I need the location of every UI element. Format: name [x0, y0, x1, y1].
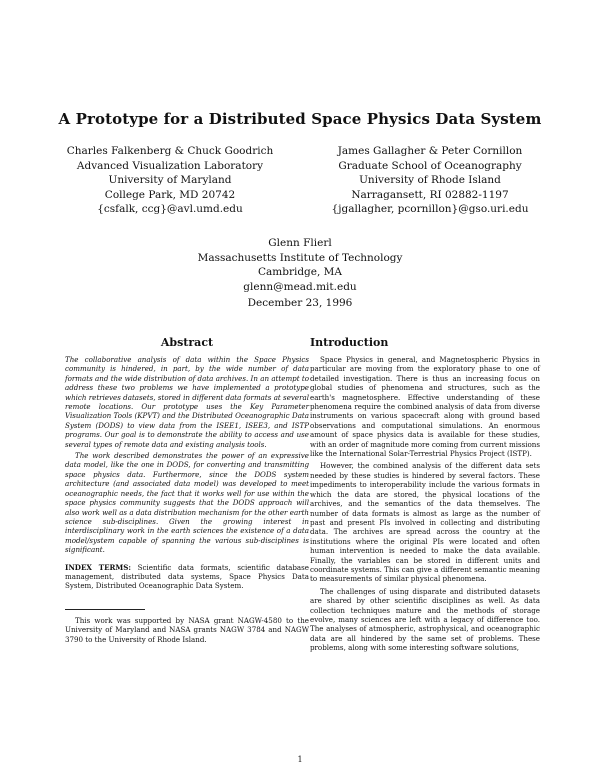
author-affiliation: Graduate School of Oceanography — [338, 159, 522, 172]
abstract-paragraph: The collaborative analysis of data within the Space Physics community is hindered, in part, by the wide number of data formats and the wide distribution of data archives. In an attempt to address these two problems we have implemented a prototype which retrieves datasets, stored in different data formats at several remote locations. Our prototype uses the Key Parameter Visualization Tools (KPVT) and the Distributed Oceanographic Data System (DODS) to view data from the ISEE1, ISEE3, and ISTP programs. Our goal is to demonstrate the ability to access and use several types of remote data and existing analysis tools. — [65, 355, 309, 449]
author-name: Glenn Flierl — [268, 237, 332, 249]
author-block-mit — [150, 236, 450, 294]
index-terms-text: Scientific data formats, scientific database management, distributed data systems, Space Physics Data System, Distributed Oceanographic Data System. — [65, 562, 309, 591]
author-name: James Gallagher & Peter Cornillon — [337, 145, 523, 157]
author-affiliation: Advanced Visualization Laboratory — [76, 159, 264, 172]
author-affiliation: Massachusetts Institute of Technology — [197, 251, 403, 264]
right-column — [310, 336, 540, 653]
author-block-maryland — [40, 144, 300, 217]
author-block-rhode-island — [300, 144, 560, 217]
footnote: This work was supported by NASA grant NAGW-4580 to the University of Maryland and NASA grants NAGW 3784 and NAGW 3790 to the University of Rhode Island. — [65, 615, 309, 644]
author-email: glenn@mead.mit.edu — [243, 280, 357, 293]
abstract-heading: Abstract — [160, 336, 214, 349]
author-affiliation: University of Maryland — [108, 174, 232, 186]
introduction-paragraph: However, the combined analysis of the different data sets needed by these studies is hindered by several factors. These impediments to interoperability include the various formats in which the data are stored, the physical locations of the archives, and the semantics of the data themselves. The number of data formats is almost as large as the number of past and present PIs involved in collecting and distributing data. The archives are spread across the country at the institutions where the original PIs were located and often human intervention is needed to make the data available. Finally, the variables can be stored in different units and coordinate systems. This can give a different semantic meaning to measurements of similar physical phenomena. — [310, 461, 540, 584]
paper-title: A Prototype for a Distributed Space Physics Data System — [58, 110, 542, 128]
abstract-paragraph: The work described demonstrates the power of an expressive data model, like the one in DODS, for converting and transmitting space physics data. Furthermore, since the DODS system architecture (and associated data model) was developed to meet oceanographic needs, the fact that it works well for use within the space physics community suggests that the DODS approach will also work well as a data distribution mechanism for the other earth science sub-disciplines. Given the growing interest in interdisciplinary work in the earth sciences the existence of a data model/system capable of spanning the various sub-disciplines is significant. — [65, 451, 309, 555]
index-terms — [65, 563, 309, 591]
author-affiliation: University of Rhode Island — [359, 174, 501, 186]
introduction-paragraph: The challenges of using disparate and distributed datasets are shared by other scientific disciplines as well. As data collection techniques mature and the methods of storage evolve, many sciences are left with a legacy of difference too. The analyses of atmospheric, astrophysical, and oceanographic data are all hindered by the same set of problems. These problems, along with some interesting software solutions, — [310, 586, 540, 653]
author-address: Narragansett, RI 02882-1197 — [351, 188, 509, 201]
footnote-divider — [65, 609, 145, 610]
author-email: {csfalk, ccg}@avl.umd.edu — [97, 203, 243, 215]
author-email: {jgallagher, pcornillon}@gso.uri.edu — [331, 203, 529, 215]
author-address: Cambridge, MA — [257, 266, 342, 278]
page-number: 1 — [297, 755, 303, 764]
left-column — [65, 336, 309, 644]
index-terms-label: INDEX TERMS: — [65, 562, 131, 572]
introduction-paragraph: Space Physics in general, and Magnetospheric Physics in particular are moving from the exploratory phase to one of detailed investigation. There is thus an increasing focus on global studies of phenomena and structures, such as the earth's magnetosphere. Effective understanding of these phenomena require the combined analysis of data from diverse instruments on various spacecraft along with ground based observations and computational simulations. An enormous amount of space physics data is available for these studies, with an order of magnitude more coming from current missions like the International Solar-Terrestrial Physics Project (ISTP). — [310, 355, 540, 459]
author-address: College Park, MD 20742 — [104, 188, 236, 201]
paper-date: December 23, 1996 — [247, 297, 353, 309]
introduction-heading: Introduction — [310, 336, 389, 349]
author-name: Charles Falkenberg & Chuck Goodrich — [66, 145, 274, 157]
